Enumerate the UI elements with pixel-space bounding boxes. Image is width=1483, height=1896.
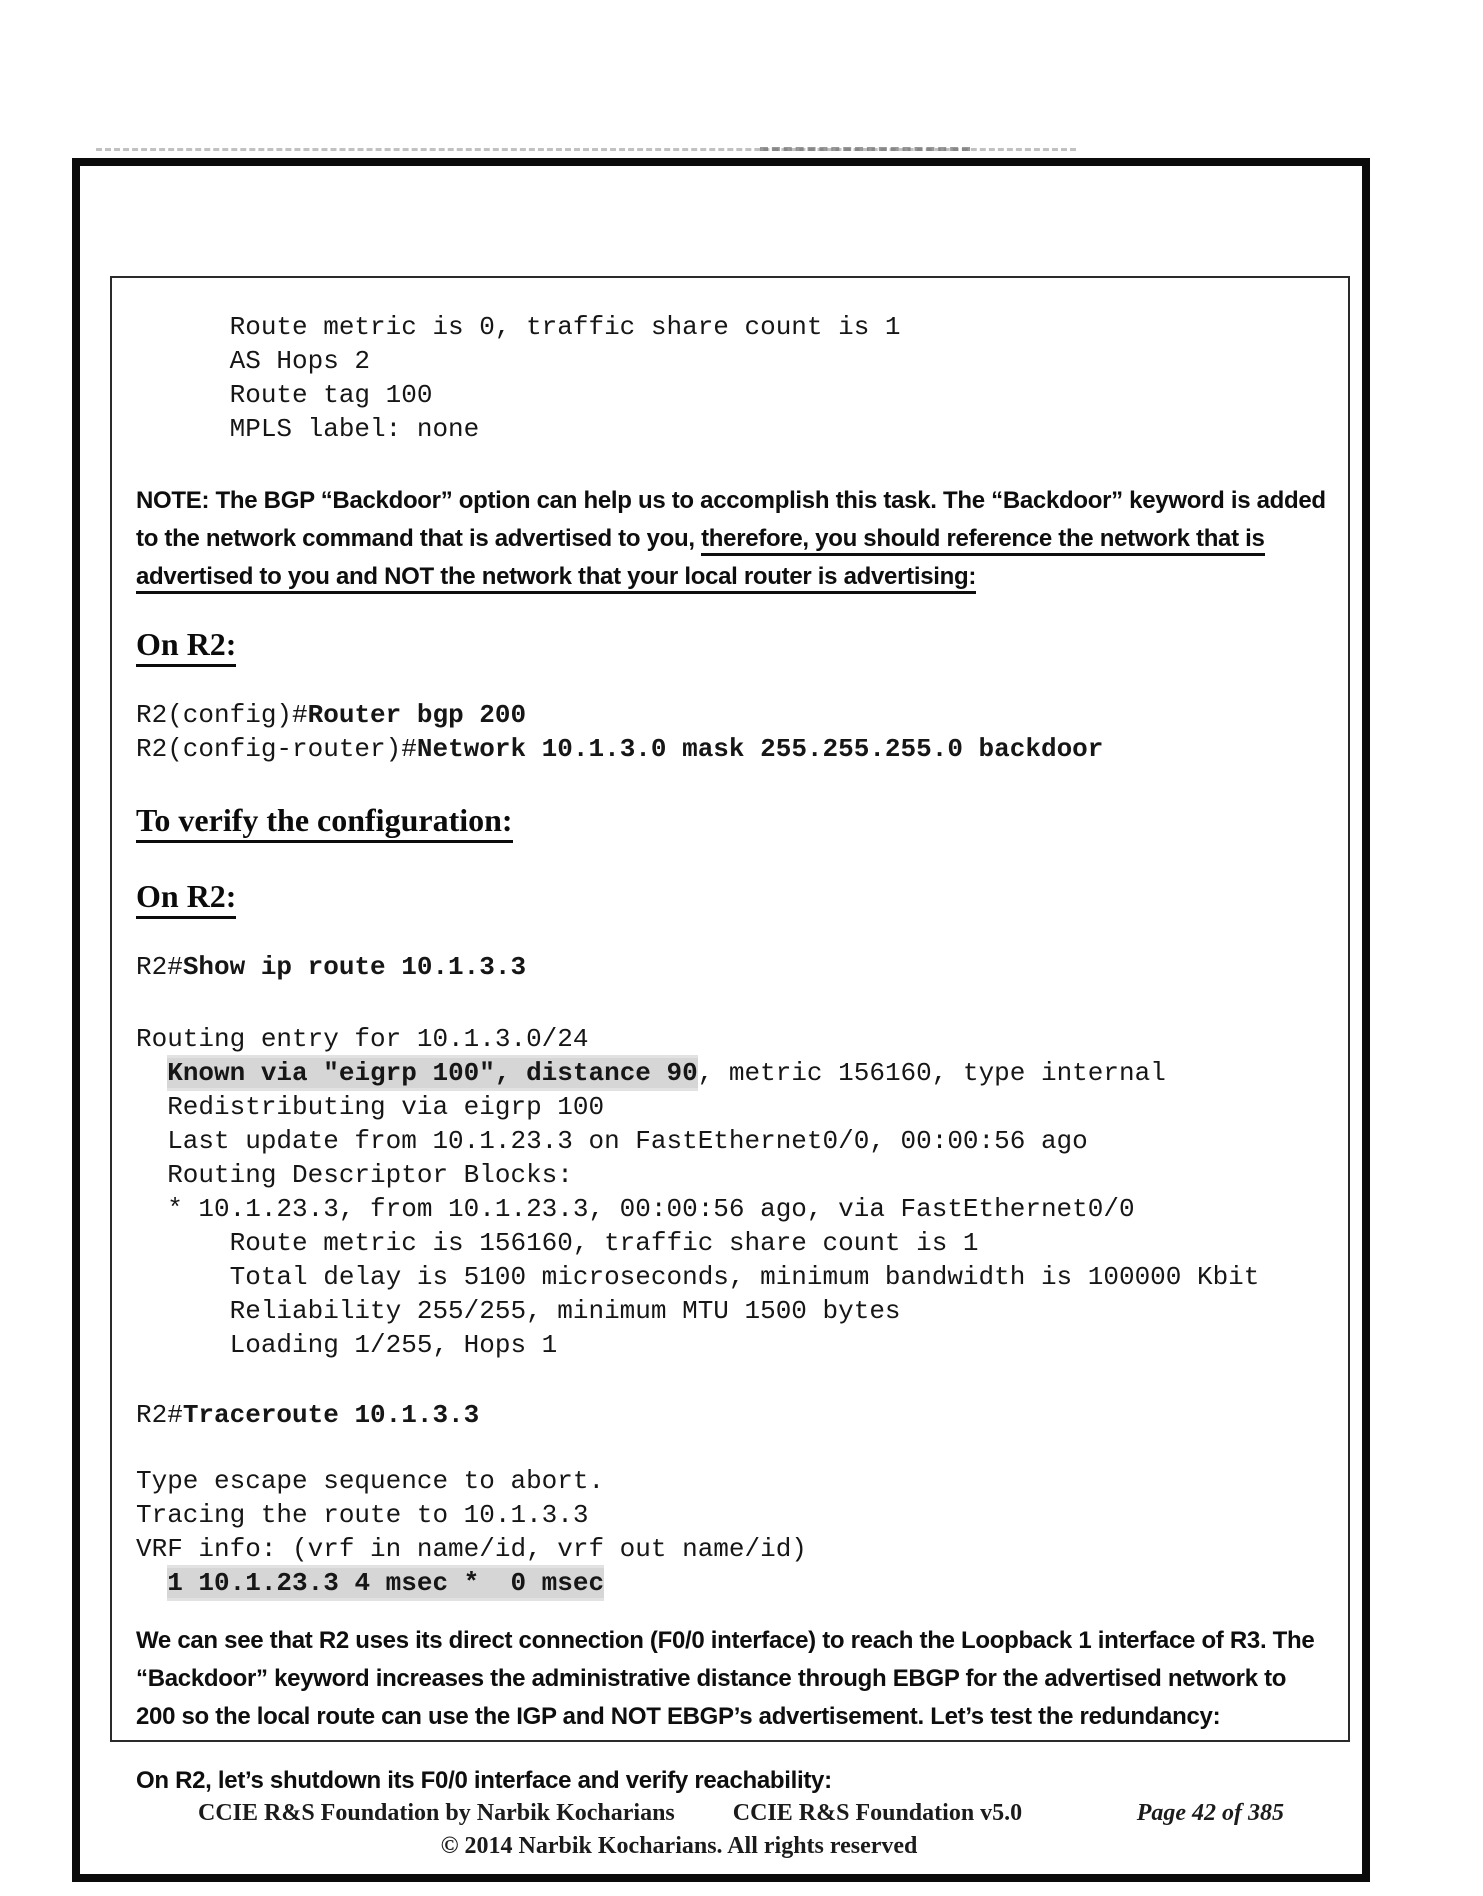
cli-prompt: R2(config)# — [136, 700, 308, 730]
code-line — [136, 732, 1332, 766]
code-line: Route metric is 0, traffic share count is 1 — [136, 312, 901, 342]
route-entry-output — [136, 1022, 1332, 1362]
paragraph-line: 200 so the local route can use the IGP and NOT EBGP’s advertisement. Let’s test the redundancy: — [136, 1703, 1221, 1730]
code-line: AS Hops 2 — [136, 346, 371, 376]
note-line — [136, 558, 1332, 596]
heading-verify — [136, 800, 1332, 840]
code-line: Loading 1/255, Hops 1 — [136, 1330, 558, 1360]
note-underlined-text: advertised to you and NOT the network that your local router is advertising: — [136, 563, 976, 594]
note-line: NOTE: The BGP “Backdoor” option can help us to accomplish this task. The “Backdoor” keyword is added — [136, 487, 1326, 514]
indent — [136, 1568, 167, 1598]
code-line: Type escape sequence to abort. — [136, 1466, 605, 1496]
note-line — [136, 520, 1332, 558]
code-line: Route tag 100 — [136, 380, 433, 410]
heading-on-r2-1 — [136, 624, 1332, 664]
code-line: Reliability 255/255, minimum MTU 1500 bytes — [136, 1296, 901, 1326]
code-line — [136, 1056, 1332, 1090]
content-box — [110, 276, 1350, 1794]
code-line: Total delay is 5100 microseconds, minimum bandwidth is 100000 Kbit — [136, 1262, 1260, 1292]
code-line: Routing Descriptor Blocks: — [136, 1160, 573, 1190]
scan-noise-line-dark — [760, 147, 970, 151]
analysis-paragraph — [136, 1622, 1332, 1736]
code-line: VRF info: (vrf in name/id, vrf out name/id) — [136, 1534, 807, 1564]
paragraph-line: We can see that R2 uses its direct connection (F0/0 interface) to reach the Loopback 1 interface of R3. The — [136, 1627, 1315, 1654]
traceroute-command — [136, 1398, 1332, 1432]
cli-command: Traceroute 10.1.3.3 — [182, 1400, 480, 1430]
heading-text: On R2: — [136, 626, 236, 667]
closing-instruction: On R2, let’s shutdown its F0/0 interface and verify reachability: — [136, 1767, 832, 1794]
highlighted-text: Known via "eigrp 100", distance 90 — [167, 1058, 698, 1088]
cli-prompt: R2(config-router)# — [136, 734, 417, 764]
code-text: , metric 156160, type internal — [697, 1058, 1166, 1088]
page-border-frame — [72, 158, 1370, 1882]
cli-command: Show ip route 10.1.3.3 — [182, 952, 527, 982]
config-commands — [136, 698, 1332, 766]
note-text: to the network command that is advertised to you, — [136, 525, 702, 552]
cli-command: Network 10.1.3.0 mask 255.255.255.0 backdoor — [416, 734, 1104, 764]
code-line: MPLS label: none — [136, 414, 480, 444]
heading-on-r2-2 — [136, 876, 1332, 916]
cli-prompt: R2# — [136, 1400, 183, 1430]
note-underlined-text: therefore, you should reference the network that is — [701, 525, 1265, 556]
heading-text: On R2: — [136, 878, 236, 919]
code-line: Last update from 10.1.23.3 on FastEthernet0/0, 00:00:56 ago — [136, 1126, 1088, 1156]
footer-version: CCIE R&S Foundation v5.0 — [732, 1800, 1023, 1826]
code-line: Redistributing via eigrp 100 — [136, 1092, 605, 1122]
footer-book-title: CCIE R&S Foundation by Narbik Kocharians — [198, 1800, 675, 1826]
code-line: Routing entry for 10.1.3.0/24 — [136, 1024, 589, 1054]
code-line: Tracing the route to 10.1.3.3 — [136, 1500, 589, 1530]
code-line — [136, 698, 1332, 732]
highlighted-text: 1 10.1.23.3 4 msec * 0 msec — [167, 1568, 605, 1598]
footer-page-number: Page 42 of 385 — [1136, 1800, 1284, 1826]
traceroute-output — [136, 1464, 1332, 1600]
cli-prompt: R2# — [136, 952, 183, 982]
indent — [136, 1058, 167, 1088]
footer-copyright: © 2014 Narbik Kocharians. All rights reserved — [440, 1833, 918, 1859]
footer — [80, 1798, 1362, 1828]
code-line — [136, 1566, 1332, 1600]
note-paragraph — [136, 482, 1332, 596]
bgp-route-detail-output — [136, 310, 1332, 446]
paragraph-line: “Backdoor” keyword increases the administrative distance through EBGP for the advertised network to — [136, 1665, 1287, 1692]
show-route-command — [136, 950, 1332, 984]
heading-text: To verify the configuration: — [136, 802, 513, 843]
code-line: Route metric is 156160, traffic share count is 1 — [136, 1228, 979, 1258]
code-line: * 10.1.23.3, from 10.1.23.3, 00:00:56 ago, via FastEthernet0/0 — [136, 1194, 1135, 1224]
cli-command: Router bgp 200 — [307, 700, 527, 730]
